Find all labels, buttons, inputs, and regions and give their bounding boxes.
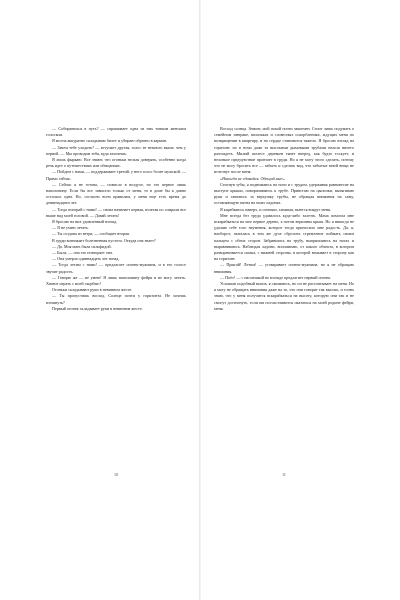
page-number: 10 xyxy=(114,472,118,477)
paragraph: Восход солнца. Значит, мой покой почти закончен. Стоит лишь подумать о семейном завтраке, шпильках и словесных оскорблениях, ждущих меня по возвращении в квартиру, и на сердце становится тяжело. Я бросаю взгляд на горизонт, но в ночи даже за высокими дымовыми трубами нельзя ничего разглядеть. Милый шелест деревьев тянет вперед, как будто тоскует, и неловкое предчувствие пронзает в груди. Но я не могу этого сделать, потому что не могу бросить все — забыть и сделать вид, что забытые мной вещи не исчезнут после меня. xyxy=(214,126,354,175)
italic-quote: «Никогда не сдавайся. Обещай мне». xyxy=(220,175,286,181)
paragraph: — Пойдем с нами, — поддерживает третий, у него голос более мужской. — Прямо сейчас. xyxy=(46,169,186,181)
paragraph: — Ты пропустишь восход. Солнце почти у горизонта. Не хочешь взглянуть? xyxy=(46,293,186,305)
paragraph: Огоньки складывают руки в невинном жесте. xyxy=(52,287,133,293)
paragraph: — Была, — она это повторяет она. xyxy=(52,250,114,256)
paragraph: Первый огонек складывает руки в невинном жесте. xyxy=(52,305,143,311)
paragraph: — Тогда поиграй с нами! — снова начинает первая, взлетая по спирали все выше над моей головой. — Давай летать! xyxy=(46,206,186,218)
paragraph: Я бросаю на них удивленный взгляд. xyxy=(52,219,118,225)
paragraph: — Говорю же — не умею! Я лишь наполовину фейри и не могу летать. Хватит играть с моей скорбью! xyxy=(46,274,186,287)
paragraph: — Я не умею летать. xyxy=(52,225,89,231)
paragraph: — Да. Моя мать была сильфидой. xyxy=(52,243,112,249)
paragraph: Я карабкаюсь наверх, и огоньки, хихикая, вьются вокруг меня. xyxy=(220,206,331,212)
right-page-text xyxy=(214,126,354,312)
paragraph: — Собираешься в путь? — спрашивает одна из них тонким женским голоском. xyxy=(46,126,186,138)
left-page-text xyxy=(46,126,186,312)
paragraph: Я молча аккуратно складываю билет и убираю обратно в карман. xyxy=(52,138,168,144)
paragraph: Стиснув зубы, я поднимаюсь на ноги и с трудом, удерживая равновесие на выступе крыши, поворачиваюсь к трубе. Привстаю на цыпочки, вытягиваю руки и хватаюсь за верхушку трубы, не обращая внимания на сажу, оставляющую пятна на моих ладонях. xyxy=(214,181,354,206)
paragraph: — Поёт! — с насмешкой во взгляде предлагает первый огонек. xyxy=(220,274,332,280)
page-number: 11 xyxy=(282,472,286,477)
paragraph: — Она умерла одиннадцать лет назад. xyxy=(52,256,120,262)
paragraph: — Зачем тебе уходить? — вступает другая, голос ее немного выше, чем у первой. — Мы проводим тебя, куда захочешь. xyxy=(46,144,186,156)
paragraph: — Прыгай! Летим! — уговаривает огонек-мужчина, но я не обращаю внимания. xyxy=(214,262,354,274)
paragraph: Мне всегда без труда удавалось куда-либо залезть. Мама помогла мне вскарабкаться на мое первое дерево, а потом вершины крыш. Но я никогда не удаляю себе того неумения, которое тогда приносило мне радость. Да, я, наоборот, пыталась в том же духе сбросить стремление поймать своим пальцем с обеих сторон. Забравшись на трубу, выпрямляюсь на ногах и выравниваюсь. Наблюдая ладони, вспоминаю, от какого объекта, в котором разворачивается сказка, с нижней стороны, в которой взмывает в сторону как на горизонт. xyxy=(214,212,354,262)
paragraph: — Тогда летим с нами! — предлагает огонек-мужчина, и в его голосе звучит радость. xyxy=(46,262,186,274)
paragraph: Услышав подобный вызов, я сжимаюсь, но он не рассчитывает на меня. Но я могу не обращать внимания даже на то, что они говорят так высоко, и точно знаю, что у меня получится вскарабкаться на высоту, которую они так и не смогут достигнуть, если им посчастливится оказаться на моей родине фейри, меня. xyxy=(214,281,354,311)
paragraph: — Сейчас я не готова, — повисло в воздухе, но это первое лишь наполовину. Если бы все зависело только от меня, то в доме бы я давно осталась одна. Но, согласно всем правилам, у меня еще есть время до девятнадцати лет. xyxy=(46,181,186,206)
book-gutter xyxy=(199,0,201,600)
paragraph: Я лишь фыркаю. Все знают, что огоньки нельзя доверять, особенно когда речь идет о путешествиях или обещаниях. xyxy=(46,157,186,169)
paragraph: В груди возникает болезненная пустота. Откуда она знает? xyxy=(52,237,156,243)
paragraph: — Ты создана из ветра, — сообщает вторая. xyxy=(52,231,130,237)
